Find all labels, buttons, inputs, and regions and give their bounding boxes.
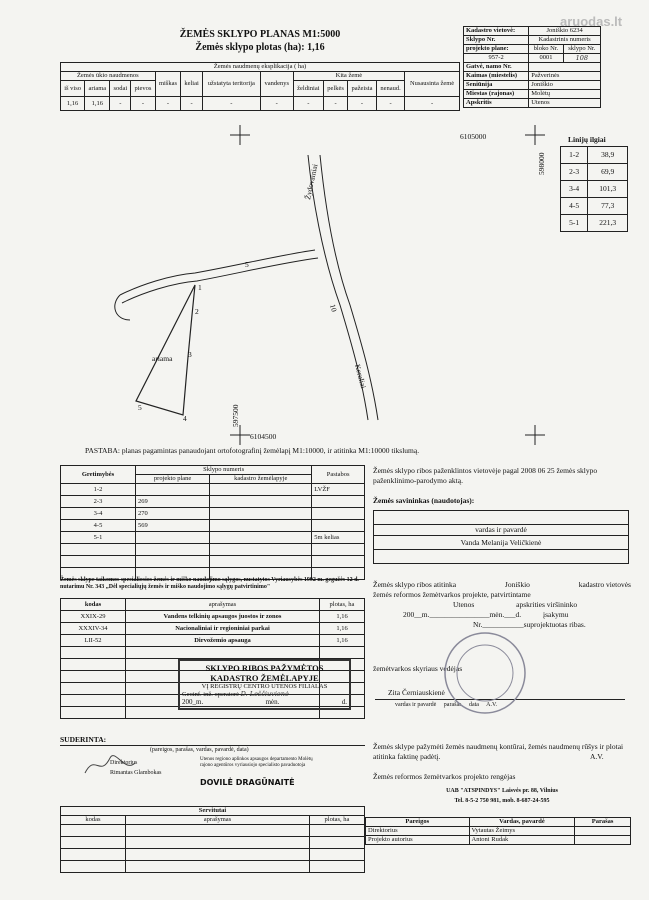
stamp-month: mėn. [265, 698, 280, 706]
serv-col-aprasymas: aprašymas [126, 816, 310, 825]
road-five [120, 250, 315, 295]
serv-col-kodas: kodas [61, 816, 126, 825]
approved-person: DOVILĖ DRAGŪNAITĖ [200, 778, 295, 787]
cad-value-vietove: Joniškio 6234 [529, 27, 601, 36]
ll-seg-1: 1-2 [561, 147, 588, 164]
cad-label-vietove: Kadastro vietovė: [464, 27, 529, 36]
point-4: 4 [183, 414, 187, 423]
ll-len-1: 38,9 [588, 147, 628, 164]
nb-row-4-note [312, 520, 365, 532]
cad-value-seniunija: Joniškio [529, 81, 601, 90]
cad-value-bloko: 0001 [529, 54, 563, 63]
co-row-1-name: Vytautas Žeimys [469, 827, 575, 836]
serv-header: Servitutai [61, 807, 365, 816]
grid-cross-tr [525, 125, 545, 145]
sp-row-2-area: 1,16 [320, 623, 365, 635]
watermark: aruodas.lt [560, 14, 623, 29]
ll-seg-5: 5-1 [561, 215, 588, 232]
cad-label-kaimas: Kaimas (miestelis) [464, 72, 529, 81]
col-nusausinta: Nusausinta žemė [405, 72, 460, 97]
nb-row-1-proj [136, 484, 210, 496]
grid-cross-tl [230, 125, 250, 145]
sp-row-3-code: LII-52 [61, 635, 126, 647]
dept-name: Zita Černiauskienė [388, 688, 445, 697]
road-five-edge [122, 258, 318, 303]
cad-value-apskritis: Utenos [529, 99, 601, 108]
val-pazeista: - [348, 97, 377, 111]
nb-col-sklypo: Sklypo numeris [136, 466, 312, 475]
nb-col-kadastro: kadastro žemėlapyje [210, 475, 312, 484]
sp-row-1-code: XXIX-29 [61, 611, 126, 623]
conforms-place: Joniškio [504, 580, 530, 589]
document-subtitle: Žemės sklypo plotas (ha): 1,16 [195, 42, 325, 53]
marking-text: Žemės sklypo ribos paženklintos vietovėje pagal 2008 06 25 žemės sklypo paženklinimo-parodymo aktą. [373, 466, 598, 485]
cad-value-kaimas: Pažverinės [529, 72, 601, 81]
co-col-pareigos: Pareigos [366, 818, 470, 827]
ll-len-2: 69,9 [588, 164, 628, 181]
point-3: 3 [188, 350, 192, 359]
co-row-1-role: Direktorius [366, 827, 470, 836]
conforms-text-2: kadastro vietovės [578, 580, 631, 589]
nb-row-2-kad [210, 496, 312, 508]
stamp-line-4: Geoinf. inž. operatorė [182, 691, 240, 698]
line-lengths-title: Linijų ilgiai [568, 135, 606, 144]
col-is-viso: iš viso [61, 81, 85, 97]
approved-director-name: Rimantas Glambokas [110, 770, 162, 776]
document-title: ŽEMĖS SKLYPO PLANAS M1:5000 [179, 29, 341, 40]
ll-len-3: 101,3 [588, 181, 628, 198]
point-1: 1 [198, 283, 202, 292]
conforms-text-7: Nr.___________suprojektuotas ribas. [473, 620, 586, 629]
val-nenaud: - [376, 97, 404, 111]
marked-av: A.V. [590, 752, 604, 761]
parcel-boundary [136, 285, 195, 415]
cad-label-sklypo: Sklypo Nr. [464, 36, 529, 45]
road-top-label: Žydovainiai [303, 163, 320, 201]
sp-row-2-code: XXXIV-34 [61, 623, 126, 635]
ll-len-5: 221,3 [588, 215, 628, 232]
point-2: 2 [195, 307, 199, 316]
line-lengths-table [560, 146, 628, 232]
coord-left: 598000 [537, 152, 546, 175]
conforms-text-3: žemės reformos žemėtvarkos projekte, patvirtintame [373, 590, 531, 599]
approved-director: Direktorius [110, 760, 138, 766]
nb-row-2-proj: 269 [136, 496, 210, 508]
nb-row-5-seg: 5-1 [61, 532, 136, 544]
cad-value-projekto: 957-2 [464, 54, 529, 63]
sp-row-3-desc: Dirvožemio apsauga [126, 635, 320, 647]
coord-top: 6105000 [460, 132, 487, 141]
cad-label-gatve: Gatvė, namo Nr. [464, 63, 529, 72]
serv-col-plotas: plotas, ha [310, 816, 365, 825]
company-phone: Tel. 8-5-2 750 981, mob. 8-687-24-595 [454, 798, 550, 804]
nb-col-pastabos: Pastabos [312, 466, 365, 484]
nb-row-2-seg: 2-3 [61, 496, 136, 508]
grid-cross-bl [230, 425, 250, 445]
col-ariama: ariama [85, 81, 110, 97]
col-uzstatyta: užstatyta teritorija [202, 72, 260, 97]
stamp-line-2: KADASTRO ŽEMĖLAPYJE [210, 673, 319, 683]
reform-label: Žemės reformos žemėtvarkos projekto rengėjas [373, 772, 516, 781]
val-keliai: - [181, 97, 203, 111]
company-table [365, 817, 631, 845]
servitudes-table [60, 806, 365, 873]
col-pelkes: pelkės [324, 81, 348, 97]
conforms-text-6: įsakymu [543, 610, 569, 619]
val-sodai: - [110, 97, 131, 111]
cad-label-projekto: projekto plane: [464, 45, 529, 54]
segment-label: 5 [245, 260, 249, 269]
cad-value-gatve [529, 63, 601, 72]
plan-note: PASTABA: planas pagamintas panaudojant ortofotografinį žemėlapį M1:10000, ir atitinka M1:10000 tikslumą. [85, 446, 420, 455]
col-zeldiniai: želdiniai [293, 81, 323, 97]
point-5: 5 [138, 403, 142, 412]
owner-name: Vanda Melanija Veličkienė [374, 536, 629, 550]
signature-icon [80, 743, 140, 783]
owner-label: Žemės savininkas (naudotojas): [373, 496, 475, 505]
conforms-block [373, 580, 631, 630]
stamp-year: 200_m. [182, 698, 204, 706]
conforms-text-4: apskrities viršininko [516, 600, 578, 609]
cad-label-seniunija: Seniūnija [464, 81, 529, 90]
val-pievos: - [131, 97, 155, 111]
nb-row-3-seg: 3-4 [61, 508, 136, 520]
col-keliai: keliai [181, 72, 203, 97]
co-row-2-name: Antoni Rudak [469, 836, 575, 845]
nb-row-1-seg: 1-2 [61, 484, 136, 496]
val-miskas: - [155, 97, 181, 111]
cad-label-apskritis: Apskritis [464, 99, 529, 108]
cad-value-miestas: Molėtų [529, 90, 601, 99]
val-uzstatyta: - [202, 97, 260, 111]
nb-col-projekto: projekto plane [136, 475, 210, 484]
cad-label-kadastrinis: Kadastrinis numeris [529, 36, 601, 45]
explication-table [60, 62, 460, 111]
nb-row-1-note: LVŽF [312, 484, 365, 496]
val-vandenys: - [260, 97, 293, 111]
road-main-edge [320, 155, 378, 420]
cad-value-sklypo-nr: 108 [563, 54, 600, 63]
road-number: 10 [328, 303, 339, 313]
col-pazeista: pažeista [348, 81, 377, 97]
sp-row-3-area: 1,16 [320, 635, 365, 647]
road-bottom-label: Keruliai [353, 363, 369, 390]
field-label: ariama [152, 354, 173, 363]
special-header: Žemės sklype taikomos specialiosios žemės ir miško naudojimo sąlygos, nustatytos Vyriausybės 1992 m. gegužės 12 d. nutarimu Nr. 343 „Dėl specialiųjų žemės ir miško naudojimo sąlygų patvirtinimo" [60, 577, 359, 590]
conforms-text-5: 200__m.________________mėn.___d. [403, 610, 522, 619]
sp-row-1-desc: Vandens telkinių apsaugos juostos ir zonos [126, 611, 320, 623]
nb-row-3-kad [210, 508, 312, 520]
stamp-line-4b: D. Leščiuvienė [240, 690, 289, 698]
col-vandenys: vandenys [260, 72, 293, 97]
nb-row-5-kad [210, 532, 312, 544]
nb-row-1-kad [210, 484, 312, 496]
nb-row-5-proj [136, 532, 210, 544]
sp-row-2-desc: Nacionaliniai ir regioniniai parkai [126, 623, 320, 635]
conforms-utenos: Utenos [453, 600, 475, 609]
nb-row-4-proj: 569 [136, 520, 210, 532]
col-miskas: miškas [155, 72, 181, 97]
ll-seg-2: 2-3 [561, 164, 588, 181]
owner-name-label: vardas ir pavardė [374, 525, 629, 536]
ll-seg-4: 4-5 [561, 198, 588, 215]
coord-bottom: 6104500 [250, 432, 277, 441]
approved-label: SUDERINTA: [60, 735, 107, 744]
cad-label-miestas: Miestas (rajonas) [464, 90, 529, 99]
val-is-viso: 1,16 [61, 97, 85, 111]
sp-col-plotas: plotas, ha [320, 599, 365, 611]
nb-row-5-note: 5m kelias [312, 532, 365, 544]
col-pievos: pievos [131, 81, 155, 97]
co-row-2-role: Projekto autorius [366, 836, 470, 845]
explication-header: Žemės naudmenų eksplikacija ( ha) [61, 63, 460, 72]
stamp-day: d. [341, 698, 347, 706]
col-nenaud: nenaud. [376, 81, 404, 97]
farm-header: Žemės ūkio naudmenos [61, 72, 156, 81]
approved-legend: (pareigos, parašas, vardas, pavardė, data) [150, 747, 249, 753]
company-name: UAB "ATSPINDYS" Laisvės pr. 88, Vilnius [446, 788, 558, 794]
conforms-text-1: Žemės sklypo ribos atitinka [373, 580, 457, 589]
approved-dept-stamp: Utenos regiono aplinkos apsaugos departamento Molėtų rajono agentūros vyriausiojo specialisto pavaduotoja [200, 757, 313, 768]
stamp-line-3: VĮ REGISTRŲ CENTRO UTENOS FILIALAS [201, 683, 328, 690]
marked-text: Žemės sklype pažymėti žemės naudmenų kontūrai, žemės naudmenų rūšys ir plotai atitinka faktinę padėtį. [373, 742, 624, 761]
dept-label: žemėtvarkos skyriaus vedėjas [373, 664, 463, 673]
neighbours-table [60, 465, 365, 580]
cad-label-bloko: bloko Nr. [529, 45, 563, 54]
sp-row-1-area: 1,16 [320, 611, 365, 623]
coord-x: 597500 [231, 404, 240, 427]
cad-label-sklypo-nr: sklypo Nr. [563, 45, 600, 54]
other-header: Kita žemė [293, 72, 405, 81]
road-five-turn [115, 295, 130, 320]
co-col-vardas: Vardas, pavardė [469, 818, 575, 827]
val-zeldiniai: - [293, 97, 323, 111]
sp-col-kodas: kodas [61, 599, 126, 611]
col-sodai: sodai [110, 81, 131, 97]
ll-len-4: 77,3 [588, 198, 628, 215]
cadastre-table [463, 26, 601, 108]
round-seal-icon [440, 628, 530, 718]
val-pelkes: - [324, 97, 348, 111]
nb-col-gretimybes: Gretimybės [61, 466, 136, 484]
plot-map [100, 125, 550, 445]
nb-row-4-kad [210, 520, 312, 532]
ll-seg-3: 3-4 [561, 181, 588, 198]
sign-labels: vardas ir pavardė parašas data A.V. [395, 702, 498, 708]
nb-row-2-note [312, 496, 365, 508]
nb-row-4-seg: 4-5 [61, 520, 136, 532]
registry-stamp [178, 659, 351, 710]
nb-row-3-note [312, 508, 365, 520]
grid-cross-br [525, 425, 545, 445]
val-ariama: 1,16 [85, 97, 110, 111]
nb-row-3-proj: 270 [136, 508, 210, 520]
sp-col-aprasymas: aprašymas [126, 599, 320, 611]
owner-table [373, 510, 629, 564]
stamp-line-1: SKLYPO RIBOS PAŽYMĖTOS [205, 663, 324, 673]
val-nusausinta: - [405, 97, 460, 111]
co-col-parasas: Parašas [575, 818, 631, 827]
